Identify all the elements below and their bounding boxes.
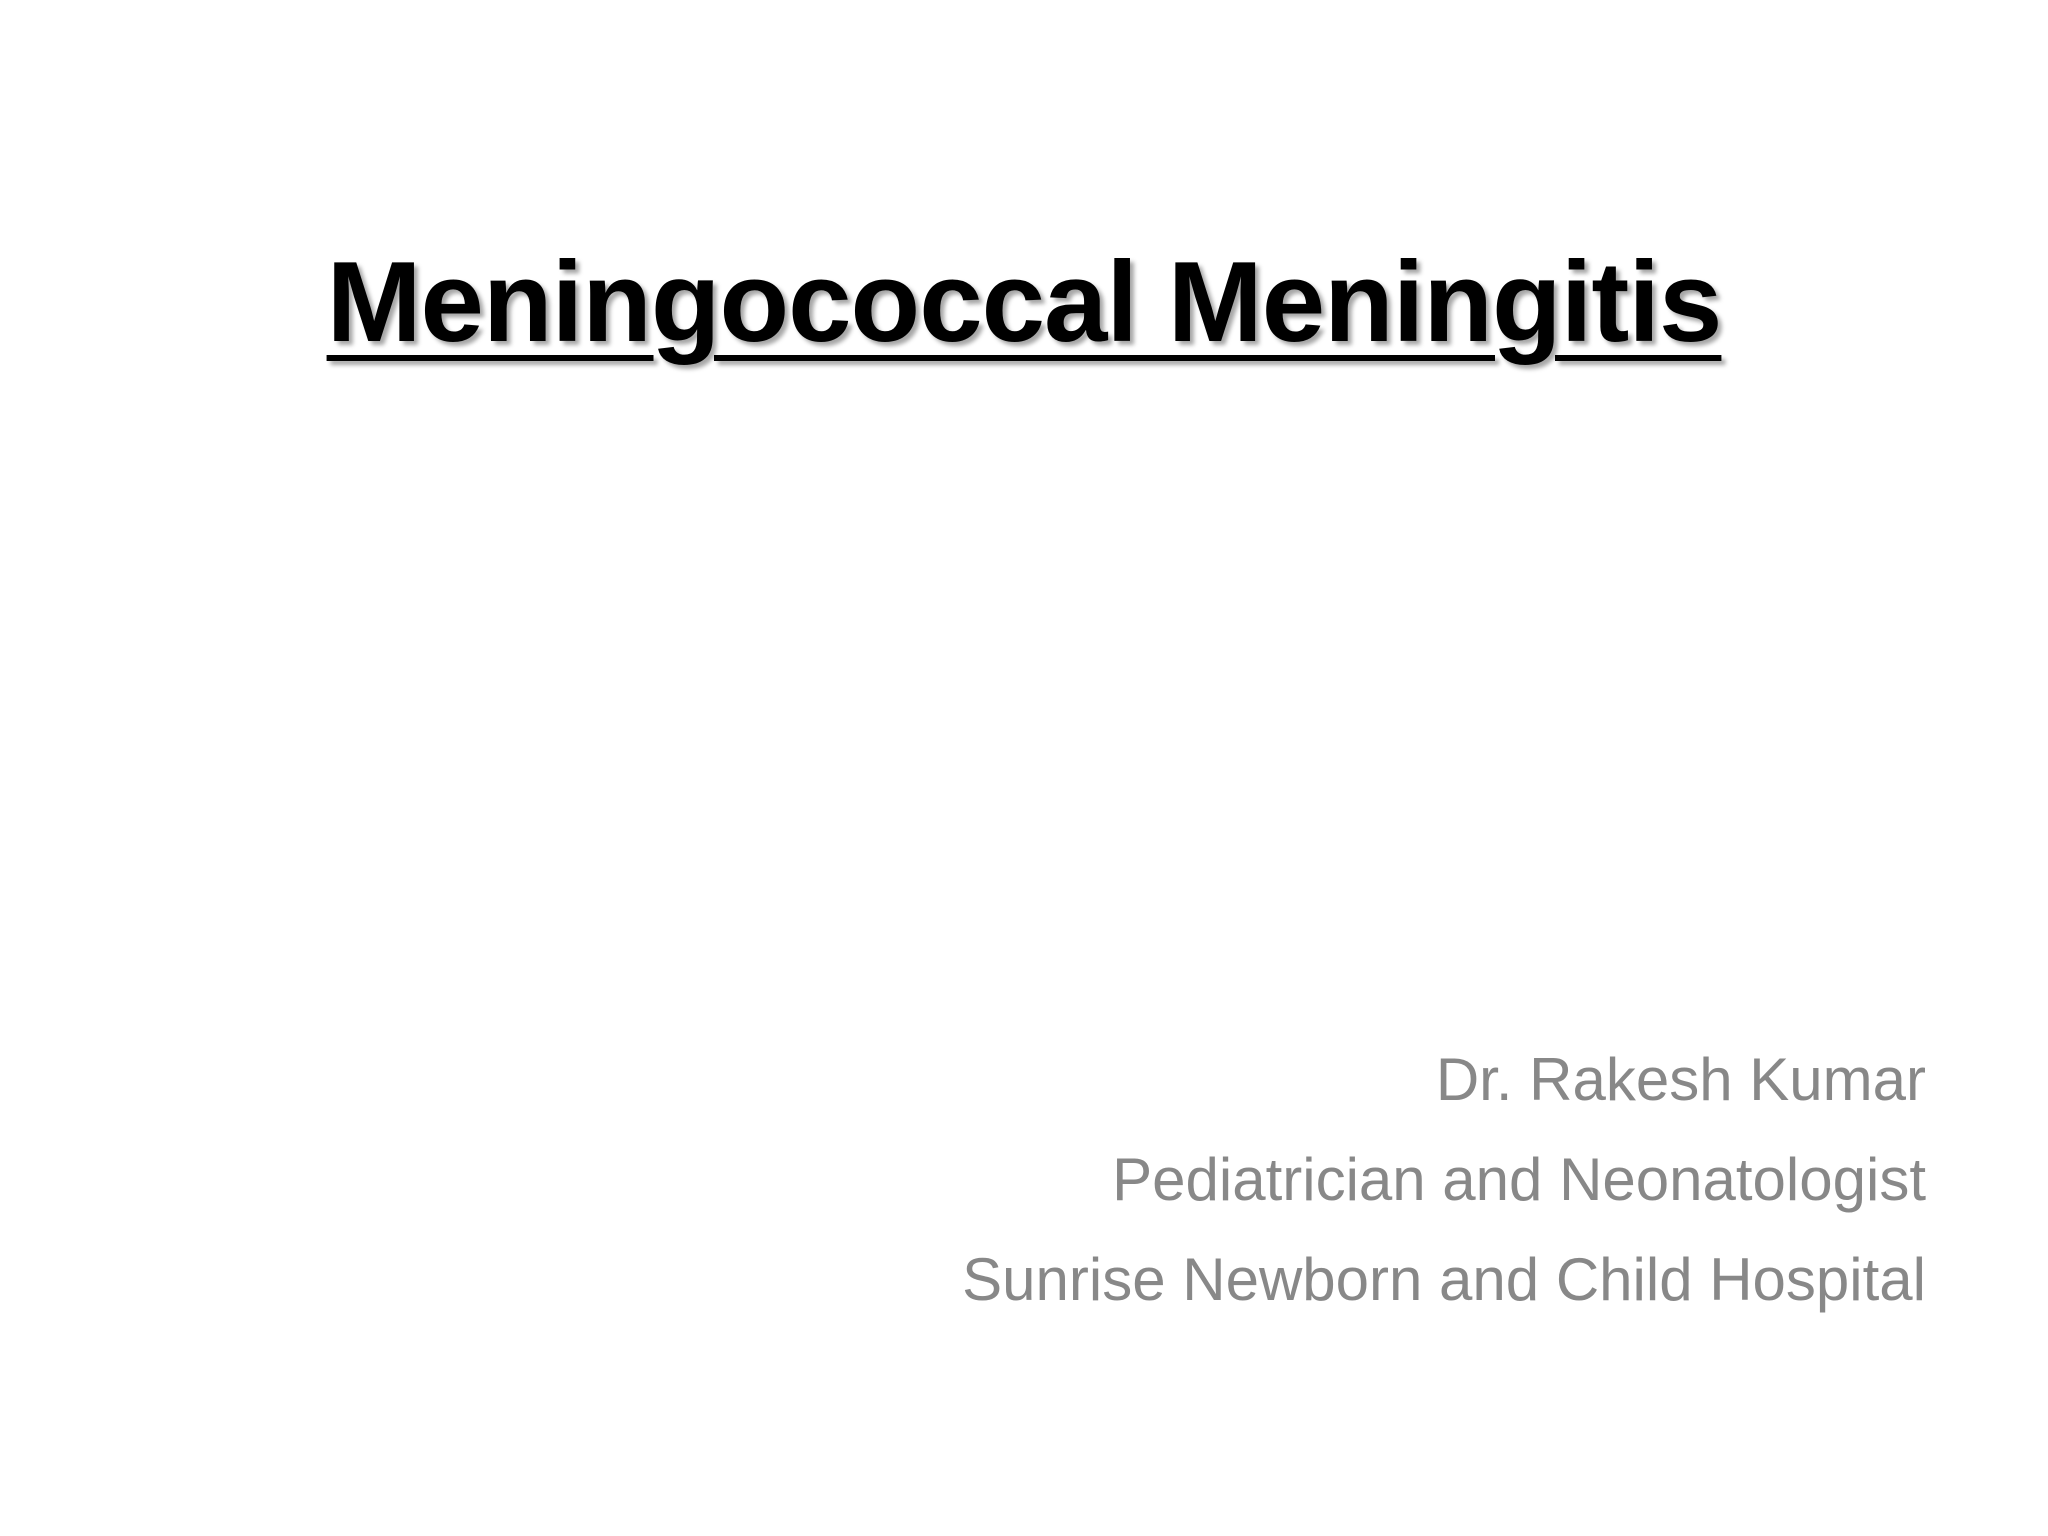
author-role: Pediatrician and Neonatologist [1112,1146,1926,1213]
author-name: Dr. Rakesh Kumar [1435,1046,1926,1113]
author-affiliation: Sunrise Newborn and Child Hospital [962,1246,1926,1313]
slide-title: Meningococcal Meningitis [326,239,1722,366]
slide-subtitle [962,1030,1926,1330]
